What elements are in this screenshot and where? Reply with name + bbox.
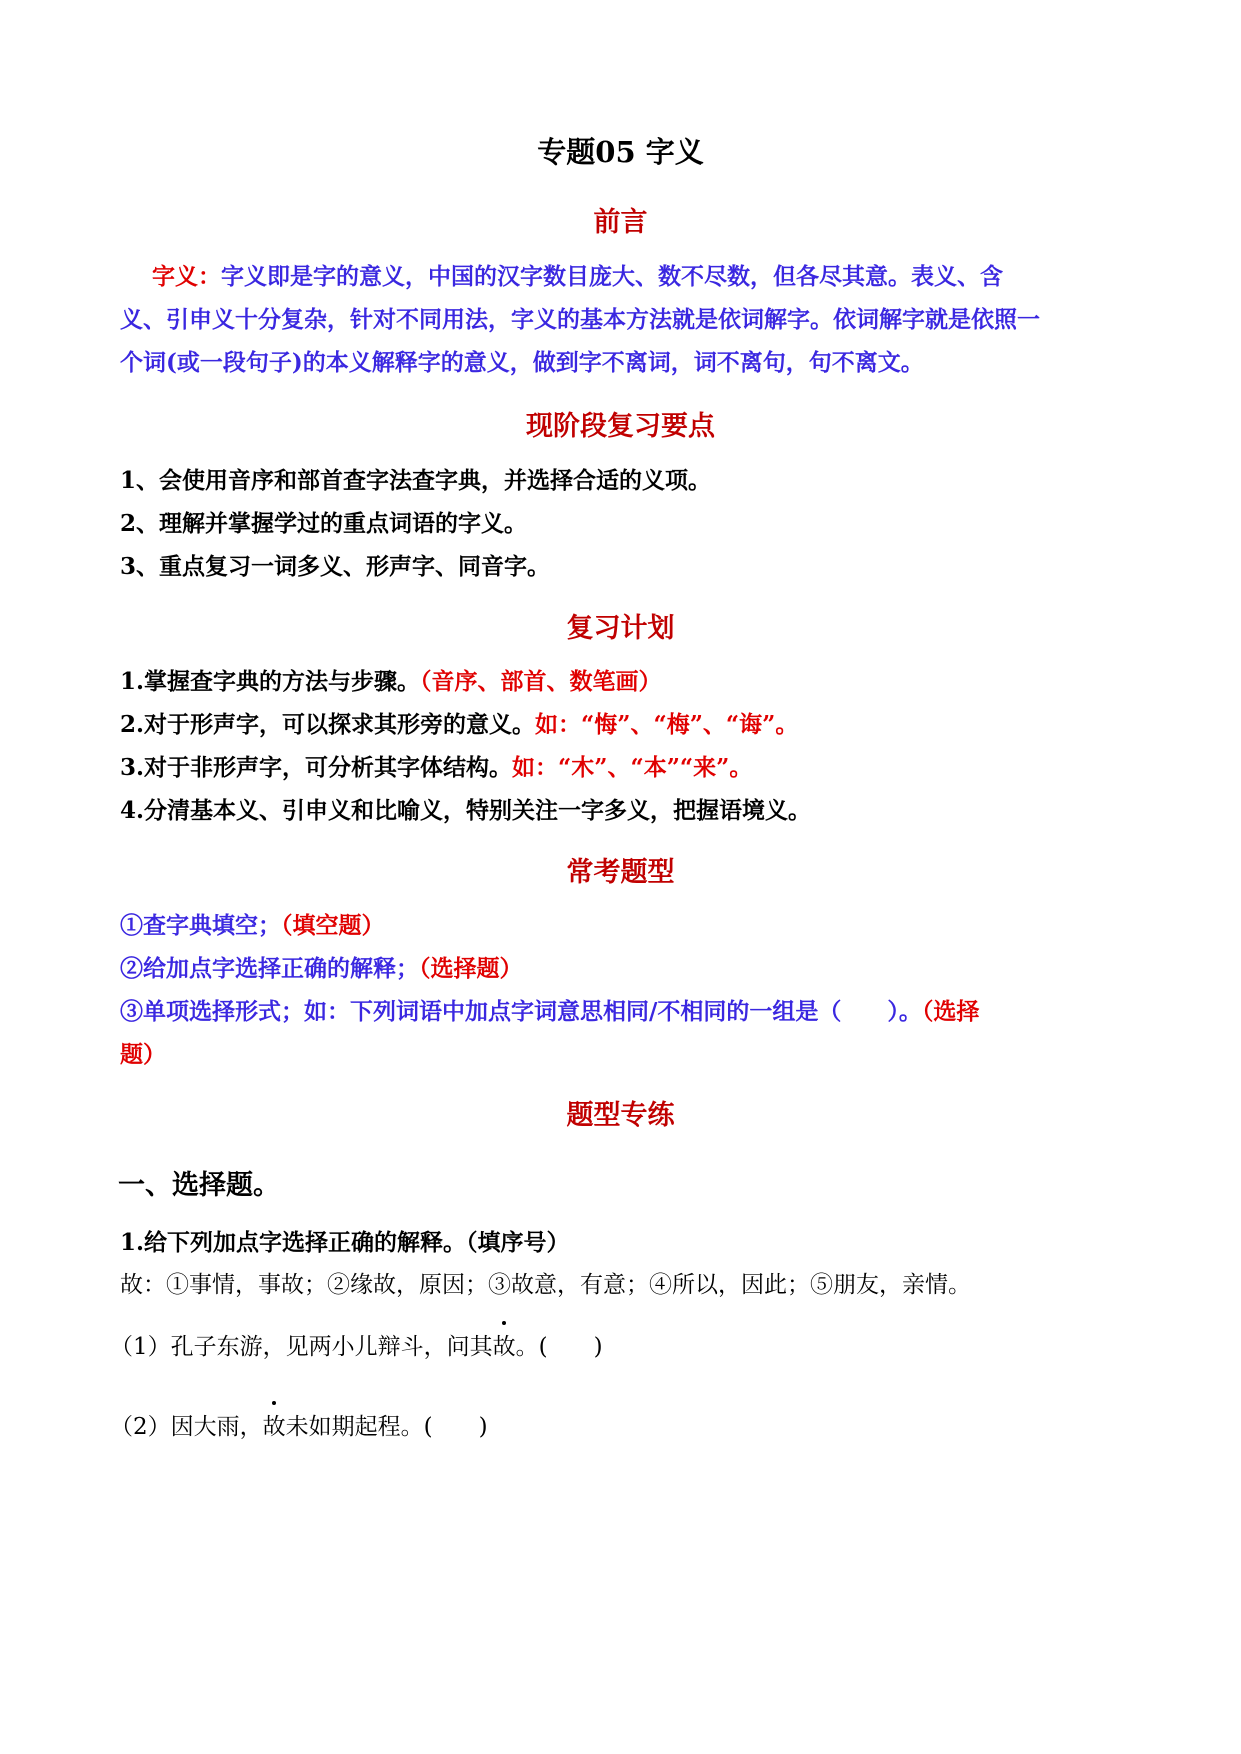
question-1-item <box>110 1328 603 1361</box>
preface-text-1: 字义即是字的意义，中国的汉字数目庞大、数不尽数，但各尽其意。表义、含 <box>221 263 1003 290</box>
preface-term: 字义： <box>152 263 221 290</box>
review-point-item: 1、会使用音序和部首查字法查字典，并选择合适的义项。 <box>120 467 712 494</box>
review-plan-text: 4.分清基本义、引申义和比喻义，特别关注一字多义，把握语境义。 <box>120 797 812 824</box>
section-heading-question-types: 常考题型 <box>566 857 675 888</box>
question-type-item <box>120 950 523 983</box>
answer-blank[interactable]: 未如期起程。( ) <box>285 1414 488 1440</box>
review-plan-item <box>120 749 752 782</box>
dotted-character: 故 <box>493 1328 516 1361</box>
question-1-item <box>110 1408 488 1441</box>
review-plan-text: 1.掌握查字典的方法与步骤。 <box>120 668 421 695</box>
question-1-options: 故：①事情，事故；②缘故，原因；③故意，有意；④所以，因此；⑤朋友，亲情。 <box>120 1272 971 1298</box>
review-plan-note: 如：“悔”、“梅”、“诲”。 <box>535 711 799 738</box>
review-point-item: 3、重点复习一词多义、形声字、同音字。 <box>120 553 551 580</box>
page-title: 专题05 字义 <box>537 135 704 169</box>
section-heading-practice: 题型专练 <box>566 1100 675 1131</box>
preface-line-3: 个词(或一段句子)的本义解释字的意义，做到字不离词，词不离句，句不离文。 <box>120 349 924 376</box>
practice-heading: 一、选择题。 <box>118 1170 280 1201</box>
question-1-item-text: （2）因大雨， <box>110 1414 263 1440</box>
question-type-note: （选择 <box>921 998 980 1025</box>
answer-blank[interactable]: 。( ) <box>515 1334 603 1360</box>
section-heading-review-points: 现阶段复习要点 <box>526 411 715 442</box>
review-plan-text: 3.对于非形声字，可分析其字体结构。 <box>120 754 513 781</box>
review-plan-item <box>120 706 798 739</box>
question-type-wrap: 题） <box>120 1041 166 1068</box>
section-heading-preface: 前言 <box>593 207 648 238</box>
question-1-title: 1.给下列加点字选择正确的解释。（填序号） <box>120 1229 570 1256</box>
question-type-note: （填空题） <box>281 912 385 939</box>
review-plan-item <box>120 792 811 825</box>
review-plan-text: 2.对于形声字，可以探求其形旁的意义。 <box>120 711 536 738</box>
review-plan-item <box>120 663 662 696</box>
question-type-item <box>120 993 979 1026</box>
dotted-character: 故 <box>263 1408 286 1441</box>
question-1-item-text: （1）孔子东游，见两小儿辩斗，问其 <box>110 1334 493 1360</box>
question-type-item <box>120 907 385 940</box>
section-heading-review-plan: 复习计划 <box>566 613 675 644</box>
question-type-note: （选择题） <box>419 955 523 982</box>
question-type-text: ②给加点字选择正确的解释； <box>120 955 419 982</box>
question-type-text: ③单项选择形式；如：下列词语中加点字词意思相同/不相同的一组是（ ）。 <box>120 998 922 1025</box>
review-plan-note: （音序、部首、数笔画） <box>420 668 662 695</box>
preface-line-2: 义、引申义十分复杂，针对不同用法，字义的基本方法就是依词解字。依词解字就是依照一 <box>120 306 1040 333</box>
question-type-text: ①查字典填空； <box>120 912 281 939</box>
review-point-item: 2、理解并掌握学过的重点词语的字义。 <box>120 510 528 537</box>
preface-line-1 <box>152 258 1003 291</box>
review-plan-note: 如：“木”、“本”“来”。 <box>512 754 753 781</box>
